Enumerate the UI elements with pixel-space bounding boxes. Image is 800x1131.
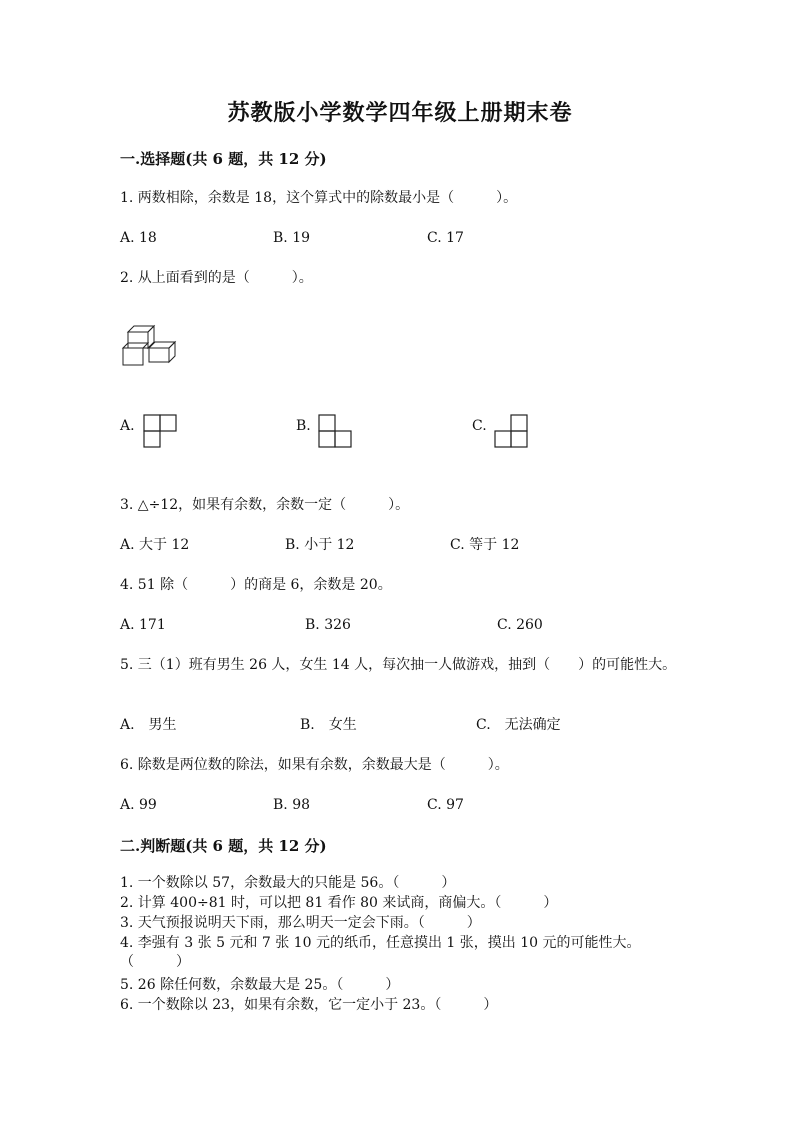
judgment-item-3: 3. 天气预报说明天下雨，那么明天一定会下雨。（ ） — [120, 915, 481, 931]
question-3: 3. △÷12，如果有余数，余数一定（ ）。 — [120, 497, 410, 513]
q1-option-a[interactable]: A. 18 — [120, 230, 157, 246]
question-5: 5. 三（1）班有男生 26 人，女生 14 人，每次抽一人做游戏，抽到（ ）的可能性大。 — [120, 657, 677, 673]
q6-option-c[interactable]: C. 97 — [427, 797, 464, 813]
q2-option-c[interactable]: C. — [472, 418, 487, 434]
section-heading-choice: 一.选择题(共 6 题，共 12 分) — [120, 150, 327, 168]
q4-option-a[interactable]: A. 171 — [120, 617, 166, 633]
q3-option-a[interactable]: A. 大于 12 — [120, 537, 190, 553]
question-1: 1. 两数相除，余数是 18，这个算式中的除数最小是（ ）。 — [120, 190, 518, 206]
q4-option-c[interactable]: C. 260 — [497, 617, 543, 633]
q5-option-b[interactable]: B. 女生 — [300, 717, 357, 733]
question-6: 6. 除数是两位数的除法，如果有余数，余数最大是（ ）。 — [120, 757, 509, 773]
question-4: 4. 51 除（ ）的商是 6，余数是 20。 — [120, 577, 392, 593]
judgment-item-6: 6. 一个数除以 23，如果有余数，它一定小于 23。（ ） — [120, 997, 498, 1013]
q2-option-c-shape — [494, 414, 528, 448]
judgment-item-5: 5. 26 除任何数，余数最大是 25。（ ） — [120, 977, 400, 993]
q2-option-b-shape — [318, 414, 352, 448]
q3-option-b[interactable]: B. 小于 12 — [285, 537, 355, 553]
q5-option-c[interactable]: C. 无法确定 — [476, 717, 561, 733]
judgment-item-4: 4. 李强有 3 张 5 元和 7 张 10 元的纸币，任意摸出 1 张，摸出 10 元的可能性大。 （ ） — [120, 935, 662, 970]
q5-option-a[interactable]: A. 男生 — [120, 717, 177, 733]
judgment-item-1: 1. 一个数除以 57，余数最大的只能是 56。（ ） — [120, 875, 456, 891]
q1-option-b[interactable]: B. 19 — [273, 230, 311, 246]
q4-option-b[interactable]: B. 326 — [305, 617, 351, 633]
page-title: 苏教版小学数学四年级上册期末卷 — [227, 100, 573, 126]
judgment-item-2: 2. 计算 400÷81 时，可以把 81 看作 80 来试商，商偏大。（ ） — [120, 895, 558, 911]
cube-stack-figure — [120, 320, 182, 370]
q2-option-a[interactable]: A. — [120, 418, 135, 434]
q1-option-c[interactable]: C. 17 — [427, 230, 464, 246]
section-heading-judgment: 二.判断题(共 6 题，共 12 分) — [120, 837, 327, 855]
q6-option-a[interactable]: A. 99 — [120, 797, 157, 813]
q2-option-a-shape — [143, 414, 177, 448]
question-2: 2. 从上面看到的是（ ）。 — [120, 270, 313, 286]
q2-option-b[interactable]: B. — [296, 418, 311, 434]
q6-option-b[interactable]: B. 98 — [273, 797, 311, 813]
q3-option-c[interactable]: C. 等于 12 — [450, 537, 520, 553]
